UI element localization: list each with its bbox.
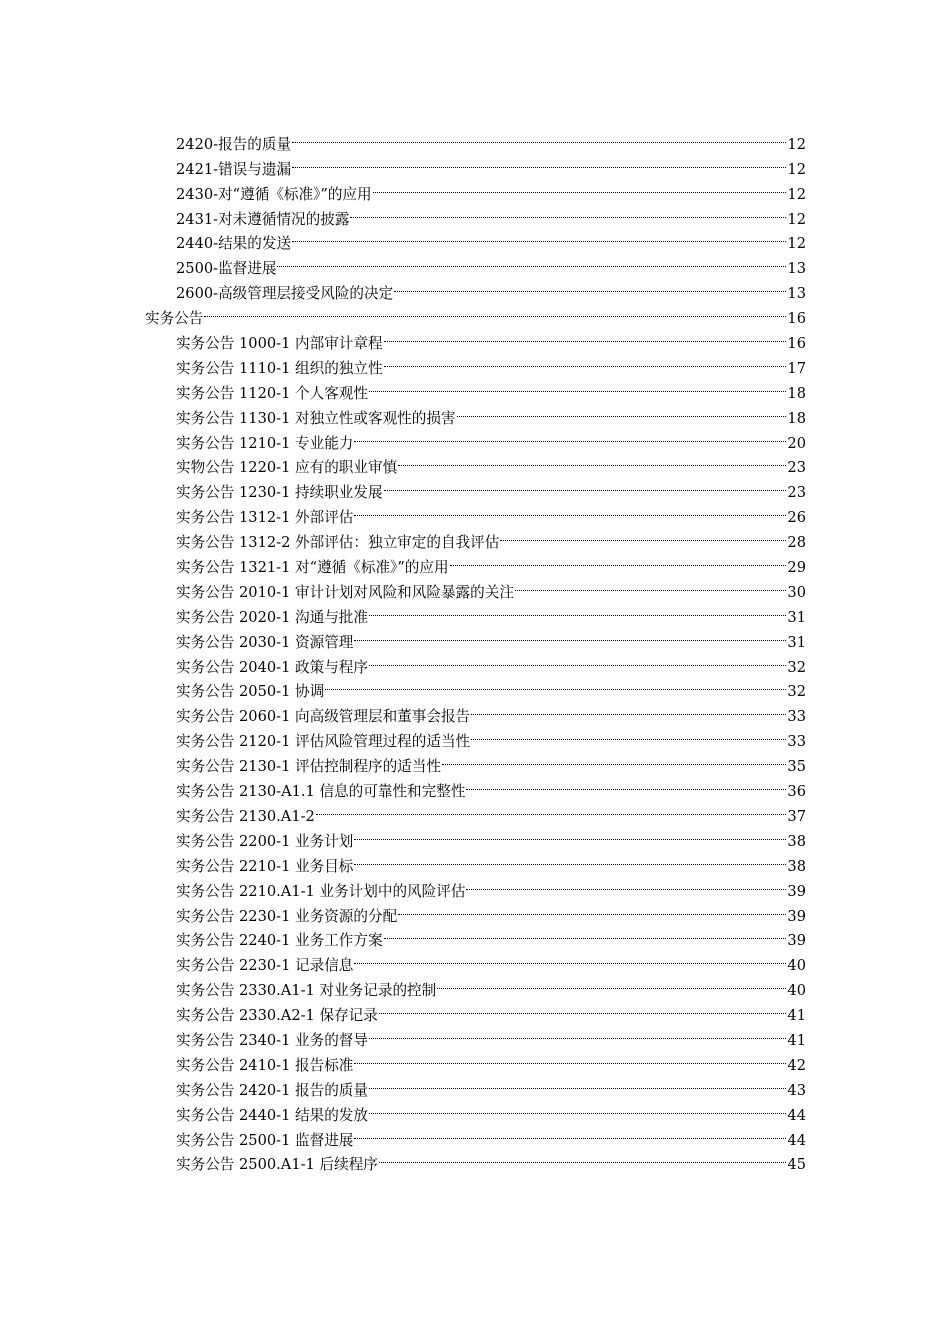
toc-dot-leader <box>369 647 786 672</box>
toc-dot-leader <box>457 398 787 423</box>
toc-entry-page-number: 39 <box>787 882 806 900</box>
toc-entry[interactable] <box>176 323 806 353</box>
toc-entry-title: 实务公告 2230-1 业务资源的分配 <box>176 907 398 925</box>
toc-entry[interactable] <box>176 398 806 427</box>
toc-entry[interactable] <box>176 871 806 900</box>
toc-entry[interactable] <box>176 448 806 477</box>
toc-entry-title: 实务公告 2020-1 沟通与批准 <box>176 608 368 626</box>
toc-entry-title: 2421-错误与遗漏 <box>176 160 292 178</box>
toc-entry-page-number: 32 <box>787 683 806 701</box>
toc-dot-leader <box>442 746 786 771</box>
toc-entry[interactable] <box>176 522 806 552</box>
toc-entry-title: 实务公告 1210-1 专业能力 <box>176 434 354 452</box>
toc-dot-leader <box>350 199 786 224</box>
toc-dot-leader <box>325 672 786 697</box>
toc-dot-leader <box>369 1020 786 1045</box>
toc-entry[interactable] <box>176 696 806 726</box>
toc-dot-leader <box>369 1070 786 1095</box>
toc-entry-title: 实务公告 1312-2 外部评估：独立审定的自我评估 <box>176 534 500 552</box>
toc-entry-page-number: 39 <box>787 907 806 925</box>
toc-entry-title: 实务公告 1120-1 个人客观性 <box>176 384 368 402</box>
toc-dot-leader <box>471 696 786 721</box>
toc-entry-title: 实务公告 2010-1 审计计划对风险和风险暴露的关注 <box>176 583 514 601</box>
toc-entry-title: 实务公告 2410-1 报告标准 <box>176 1056 354 1074</box>
toc-entry[interactable] <box>176 771 806 801</box>
toc-entry-page-number: 38 <box>787 832 806 850</box>
toc-dot-leader <box>354 846 786 871</box>
toc-dot-leader <box>369 597 786 622</box>
toc-entry[interactable] <box>176 1045 806 1074</box>
toc-dot-leader <box>450 547 787 572</box>
toc-dot-leader <box>466 871 786 896</box>
toc-entry[interactable] <box>176 572 806 601</box>
toc-dot-leader <box>354 1120 786 1145</box>
toc-entry-title: 实务公告 2420-1 报告的质量 <box>176 1081 368 1099</box>
toc-entry-page-number: 37 <box>787 807 806 825</box>
toc-entry-page-number: 45 <box>787 1156 806 1174</box>
toc-dot-leader <box>292 224 786 249</box>
toc-entry[interactable] <box>176 597 806 626</box>
toc-entry-title: 2600-高级管理层接受风险的决定 <box>176 285 394 303</box>
toc-dot-leader <box>369 373 786 398</box>
toc-entry[interactable] <box>176 1020 806 1049</box>
toc-entry-title: 实务公告 1312-1 外部评估 <box>176 509 354 527</box>
toc-entry-page-number: 39 <box>787 932 806 950</box>
toc-entry[interactable] <box>176 821 806 850</box>
toc-entry-title: 实务公告 2120-1 评估风险管理过程的适当性 <box>176 733 471 751</box>
toc-entry[interactable] <box>176 547 806 577</box>
toc-entry[interactable] <box>176 672 806 701</box>
toc-entry-page-number: 12 <box>787 185 806 203</box>
toc-dot-leader <box>292 149 786 174</box>
toc-dot-leader <box>398 896 786 921</box>
toc-entry-title: 实务公告 2210.A1-1 业务计划中的风险评估 <box>176 882 466 900</box>
toc-entry[interactable] <box>176 995 806 1025</box>
toc-entry-title: 实务公告 2240-1 业务工作方案 <box>176 932 383 950</box>
toc-dot-leader <box>398 448 786 473</box>
toc-entry-page-number: 30 <box>787 583 806 601</box>
toc-entry-page-number: 44 <box>787 1106 806 1124</box>
toc-dot-leader <box>277 248 786 273</box>
toc-entry-title: 2420-报告的质量 <box>176 135 292 153</box>
toc-entry-title: 2440-结果的发送 <box>176 235 292 253</box>
toc-entry-page-number: 16 <box>787 310 806 328</box>
toc-entry-title: 实务公告 2340-1 业务的督导 <box>176 1031 368 1049</box>
toc-entry[interactable] <box>176 896 806 925</box>
toc-entry-title: 实物公告 1220-1 应有的职业审慎 <box>176 459 398 477</box>
toc-entry-title: 实务公告 2330.A2-1 保存记录 <box>176 1007 378 1025</box>
toc-dot-leader <box>379 1145 787 1170</box>
toc-entry-page-number: 33 <box>787 733 806 751</box>
toc-entry-page-number: 23 <box>787 484 806 502</box>
toc-entry[interactable] <box>176 1120 806 1149</box>
toc-entry-page-number: 26 <box>787 509 806 527</box>
toc-entry-title: 实务公告 1130-1 对独立性或客观性的损害 <box>176 409 456 427</box>
toc-entry-page-number: 12 <box>787 210 806 228</box>
toc-dot-leader <box>384 323 787 348</box>
toc-dot-leader <box>373 174 787 199</box>
toc-entry[interactable] <box>176 373 806 402</box>
toc-entry-title: 实务公告 2210-1 业务目标 <box>176 857 354 875</box>
toc-entry-title: 实务公告 2130-1 评估控制程序的适当性 <box>176 758 441 776</box>
toc-entry[interactable] <box>176 124 806 153</box>
toc-entry[interactable] <box>145 298 806 328</box>
toc-dot-leader <box>354 423 786 448</box>
toc-dot-leader <box>500 522 786 547</box>
toc-dot-leader <box>354 1045 786 1070</box>
toc-dot-leader <box>384 472 787 497</box>
toc-entry-title: 实务公告 1230-1 持续职业发展 <box>176 484 383 502</box>
toc-dot-leader <box>466 771 786 796</box>
toc-entry-page-number: 28 <box>787 534 806 552</box>
toc-entry[interactable] <box>176 348 806 377</box>
toc-entry-title: 2430-对“遵循《标准》”的应用 <box>176 185 372 203</box>
toc-entry[interactable] <box>176 224 806 253</box>
toc-entry-title: 实务公告 2440-1 结果的发放 <box>176 1106 368 1124</box>
toc-entry-title: 实务公告 2500-1 监督进展 <box>176 1131 354 1149</box>
toc-entry[interactable] <box>176 846 806 875</box>
toc-entry-title: 实务公告 2500.A1-1 后续程序 <box>176 1156 378 1174</box>
toc-entry-title: 实务公告 2230-1 记录信息 <box>176 957 354 975</box>
toc-entry[interactable] <box>176 248 806 278</box>
toc-entry[interactable] <box>176 970 806 1000</box>
toc-entry-page-number: 18 <box>787 384 806 402</box>
toc-dot-leader <box>515 572 787 597</box>
toc-entry-title: 实务公告 2130.A1-2 <box>176 807 315 825</box>
toc-entry[interactable] <box>176 199 806 228</box>
toc-entry-page-number: 13 <box>787 260 806 278</box>
toc-dot-leader <box>354 497 786 522</box>
toc-dot-leader <box>354 622 786 647</box>
toc-entry-title: 实务公告 2330.A1-1 对业务记录的控制 <box>176 982 437 1000</box>
toc-entry-page-number: 29 <box>787 559 806 577</box>
toc-entry-page-number: 16 <box>787 335 806 353</box>
toc-entry-page-number: 41 <box>787 1007 806 1025</box>
toc-entry-title: 实务公告 1110-1 组织的独立性 <box>176 359 383 377</box>
toc-entry[interactable] <box>176 1145 806 1174</box>
toc-entry[interactable] <box>176 497 806 527</box>
table-of-contents <box>0 124 950 1174</box>
toc-entry-page-number: 33 <box>787 708 806 726</box>
toc-entry[interactable] <box>176 1070 806 1099</box>
toc-entry-title: 实务公告 2130-A1.1 信息的可靠性和完整性 <box>176 783 466 801</box>
toc-entry-page-number: 17 <box>787 359 806 377</box>
toc-entry-page-number: 13 <box>787 285 806 303</box>
toc-entry[interactable] <box>176 174 806 203</box>
toc-dot-leader <box>204 298 786 323</box>
toc-entry-page-number: 40 <box>787 982 806 1000</box>
toc-entry-page-number: 31 <box>787 633 806 651</box>
toc-entry-page-number: 18 <box>787 409 806 427</box>
toc-entry-title: 实务公告 2200-1 业务计划 <box>176 832 354 850</box>
toc-dot-leader <box>384 921 787 946</box>
toc-entry-title: 实务公告 2040-1 政策与程序 <box>176 658 368 676</box>
toc-entry-page-number: 41 <box>787 1031 806 1049</box>
toc-dot-leader <box>394 273 786 298</box>
toc-entry-title: 实务公告 1321-1 对“遵循《标准》”的应用 <box>176 559 449 577</box>
toc-dot-leader <box>354 821 786 846</box>
toc-entry[interactable] <box>176 472 806 502</box>
toc-dot-leader <box>384 348 787 373</box>
toc-entry-page-number: 12 <box>787 235 806 253</box>
toc-entry[interactable] <box>176 149 806 178</box>
toc-entry-page-number: 38 <box>787 857 806 875</box>
toc-entry[interactable] <box>176 921 806 950</box>
toc-entry[interactable] <box>176 796 806 825</box>
toc-entry-page-number: 40 <box>787 957 806 975</box>
toc-entry-title: 2500-监督进展 <box>176 260 277 278</box>
toc-dot-leader <box>316 796 787 821</box>
toc-entry-page-number: 32 <box>787 658 806 676</box>
toc-entry-page-number: 31 <box>787 608 806 626</box>
toc-entry[interactable] <box>176 423 806 452</box>
toc-entry[interactable] <box>176 721 806 751</box>
toc-entry-title: 2431-对未遵循情况的披露 <box>176 210 350 228</box>
toc-dot-leader <box>437 970 786 995</box>
toc-dot-leader <box>354 945 786 970</box>
toc-entry[interactable] <box>176 945 806 975</box>
toc-dot-leader <box>369 1095 786 1120</box>
toc-entry-page-number: 12 <box>787 135 806 153</box>
toc-entry[interactable] <box>176 746 806 776</box>
toc-entry-page-number: 12 <box>787 160 806 178</box>
toc-entry-page-number: 35 <box>787 758 806 776</box>
toc-dot-leader <box>471 721 786 746</box>
toc-entry-page-number: 23 <box>787 459 806 477</box>
toc-entry-page-number: 44 <box>787 1131 806 1149</box>
toc-entry[interactable] <box>176 647 806 676</box>
toc-entry-title: 实务公告 2030-1 资源管理 <box>176 633 354 651</box>
toc-entry-page-number: 36 <box>787 783 806 801</box>
toc-dot-leader <box>379 995 787 1020</box>
toc-entry-page-number: 20 <box>787 434 806 452</box>
toc-entry[interactable] <box>176 622 806 651</box>
toc-entry-title: 实务公告 1000-1 内部审计章程 <box>176 335 383 353</box>
toc-entry[interactable] <box>176 273 806 303</box>
toc-entry-title: 实务公告 2050-1 协调 <box>176 683 325 701</box>
toc-entry-title: 实务公告 <box>145 310 204 328</box>
toc-dot-leader <box>292 124 786 149</box>
toc-entry[interactable] <box>176 1095 806 1124</box>
toc-entry-page-number: 42 <box>787 1056 806 1074</box>
toc-entry-page-number: 43 <box>787 1081 806 1099</box>
toc-entry-title: 实务公告 2060-1 向高级管理层和董事会报告 <box>176 708 471 726</box>
